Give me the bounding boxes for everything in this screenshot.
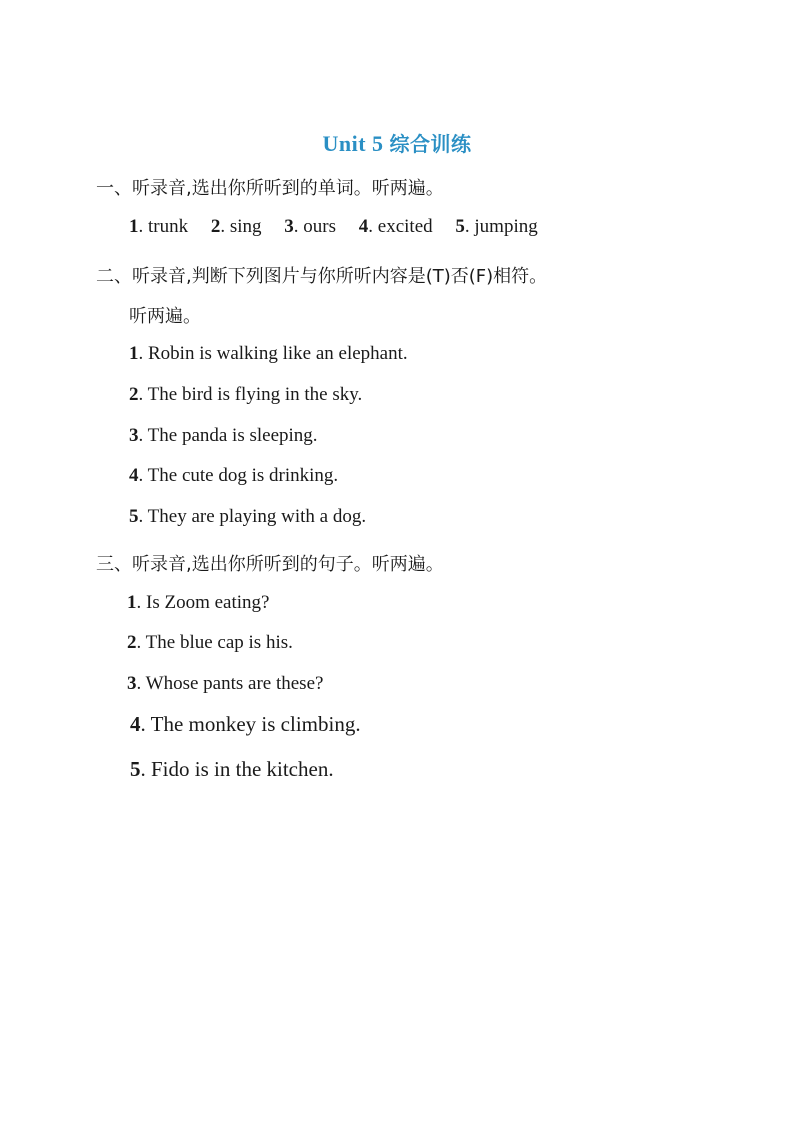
word-item: 1. trunk bbox=[129, 216, 189, 237]
section1-word-list bbox=[129, 216, 556, 238]
section2-item: 4. The cute dog is drinking. bbox=[129, 465, 339, 486]
section3-item: 5. Fido is in the kitchen. bbox=[130, 757, 334, 781]
section1-heading: 一、听录音,选出你所听到的单词。听两遍。 bbox=[96, 178, 444, 199]
section2-item: 5. They are playing with a dog. bbox=[129, 506, 367, 527]
section2-heading: 二、听录音,判断下列图片与你所听内容是(T)否(F)相符。 bbox=[96, 266, 548, 287]
section3-item: 1. Is Zoom eating? bbox=[127, 592, 270, 613]
section2-item: 1. Robin is walking like an elephant. bbox=[129, 343, 408, 364]
page-title bbox=[0, 128, 794, 157]
word-item: 3. ours bbox=[284, 216, 337, 237]
section3-item: 4. The monkey is climbing. bbox=[130, 712, 361, 736]
title-cn: 综合训练 bbox=[389, 132, 472, 156]
section2-heading-cont: 听两遍。 bbox=[129, 306, 201, 327]
section3-item: 2. The blue cap is his. bbox=[127, 632, 293, 653]
word-item: 4. excited bbox=[358, 216, 433, 237]
section3-heading: 三、听录音,选出你所听到的句子。听两遍。 bbox=[96, 554, 444, 575]
title-unit: Unit 5 bbox=[322, 131, 384, 156]
word-item: 5. jumping bbox=[455, 216, 538, 237]
section3-item: 3. Whose pants are these? bbox=[127, 673, 324, 694]
section2-item: 3. The panda is sleeping. bbox=[129, 425, 318, 446]
word-item: 2. sing bbox=[210, 216, 262, 237]
section2-item: 2. The bird is flying in the sky. bbox=[129, 384, 363, 405]
